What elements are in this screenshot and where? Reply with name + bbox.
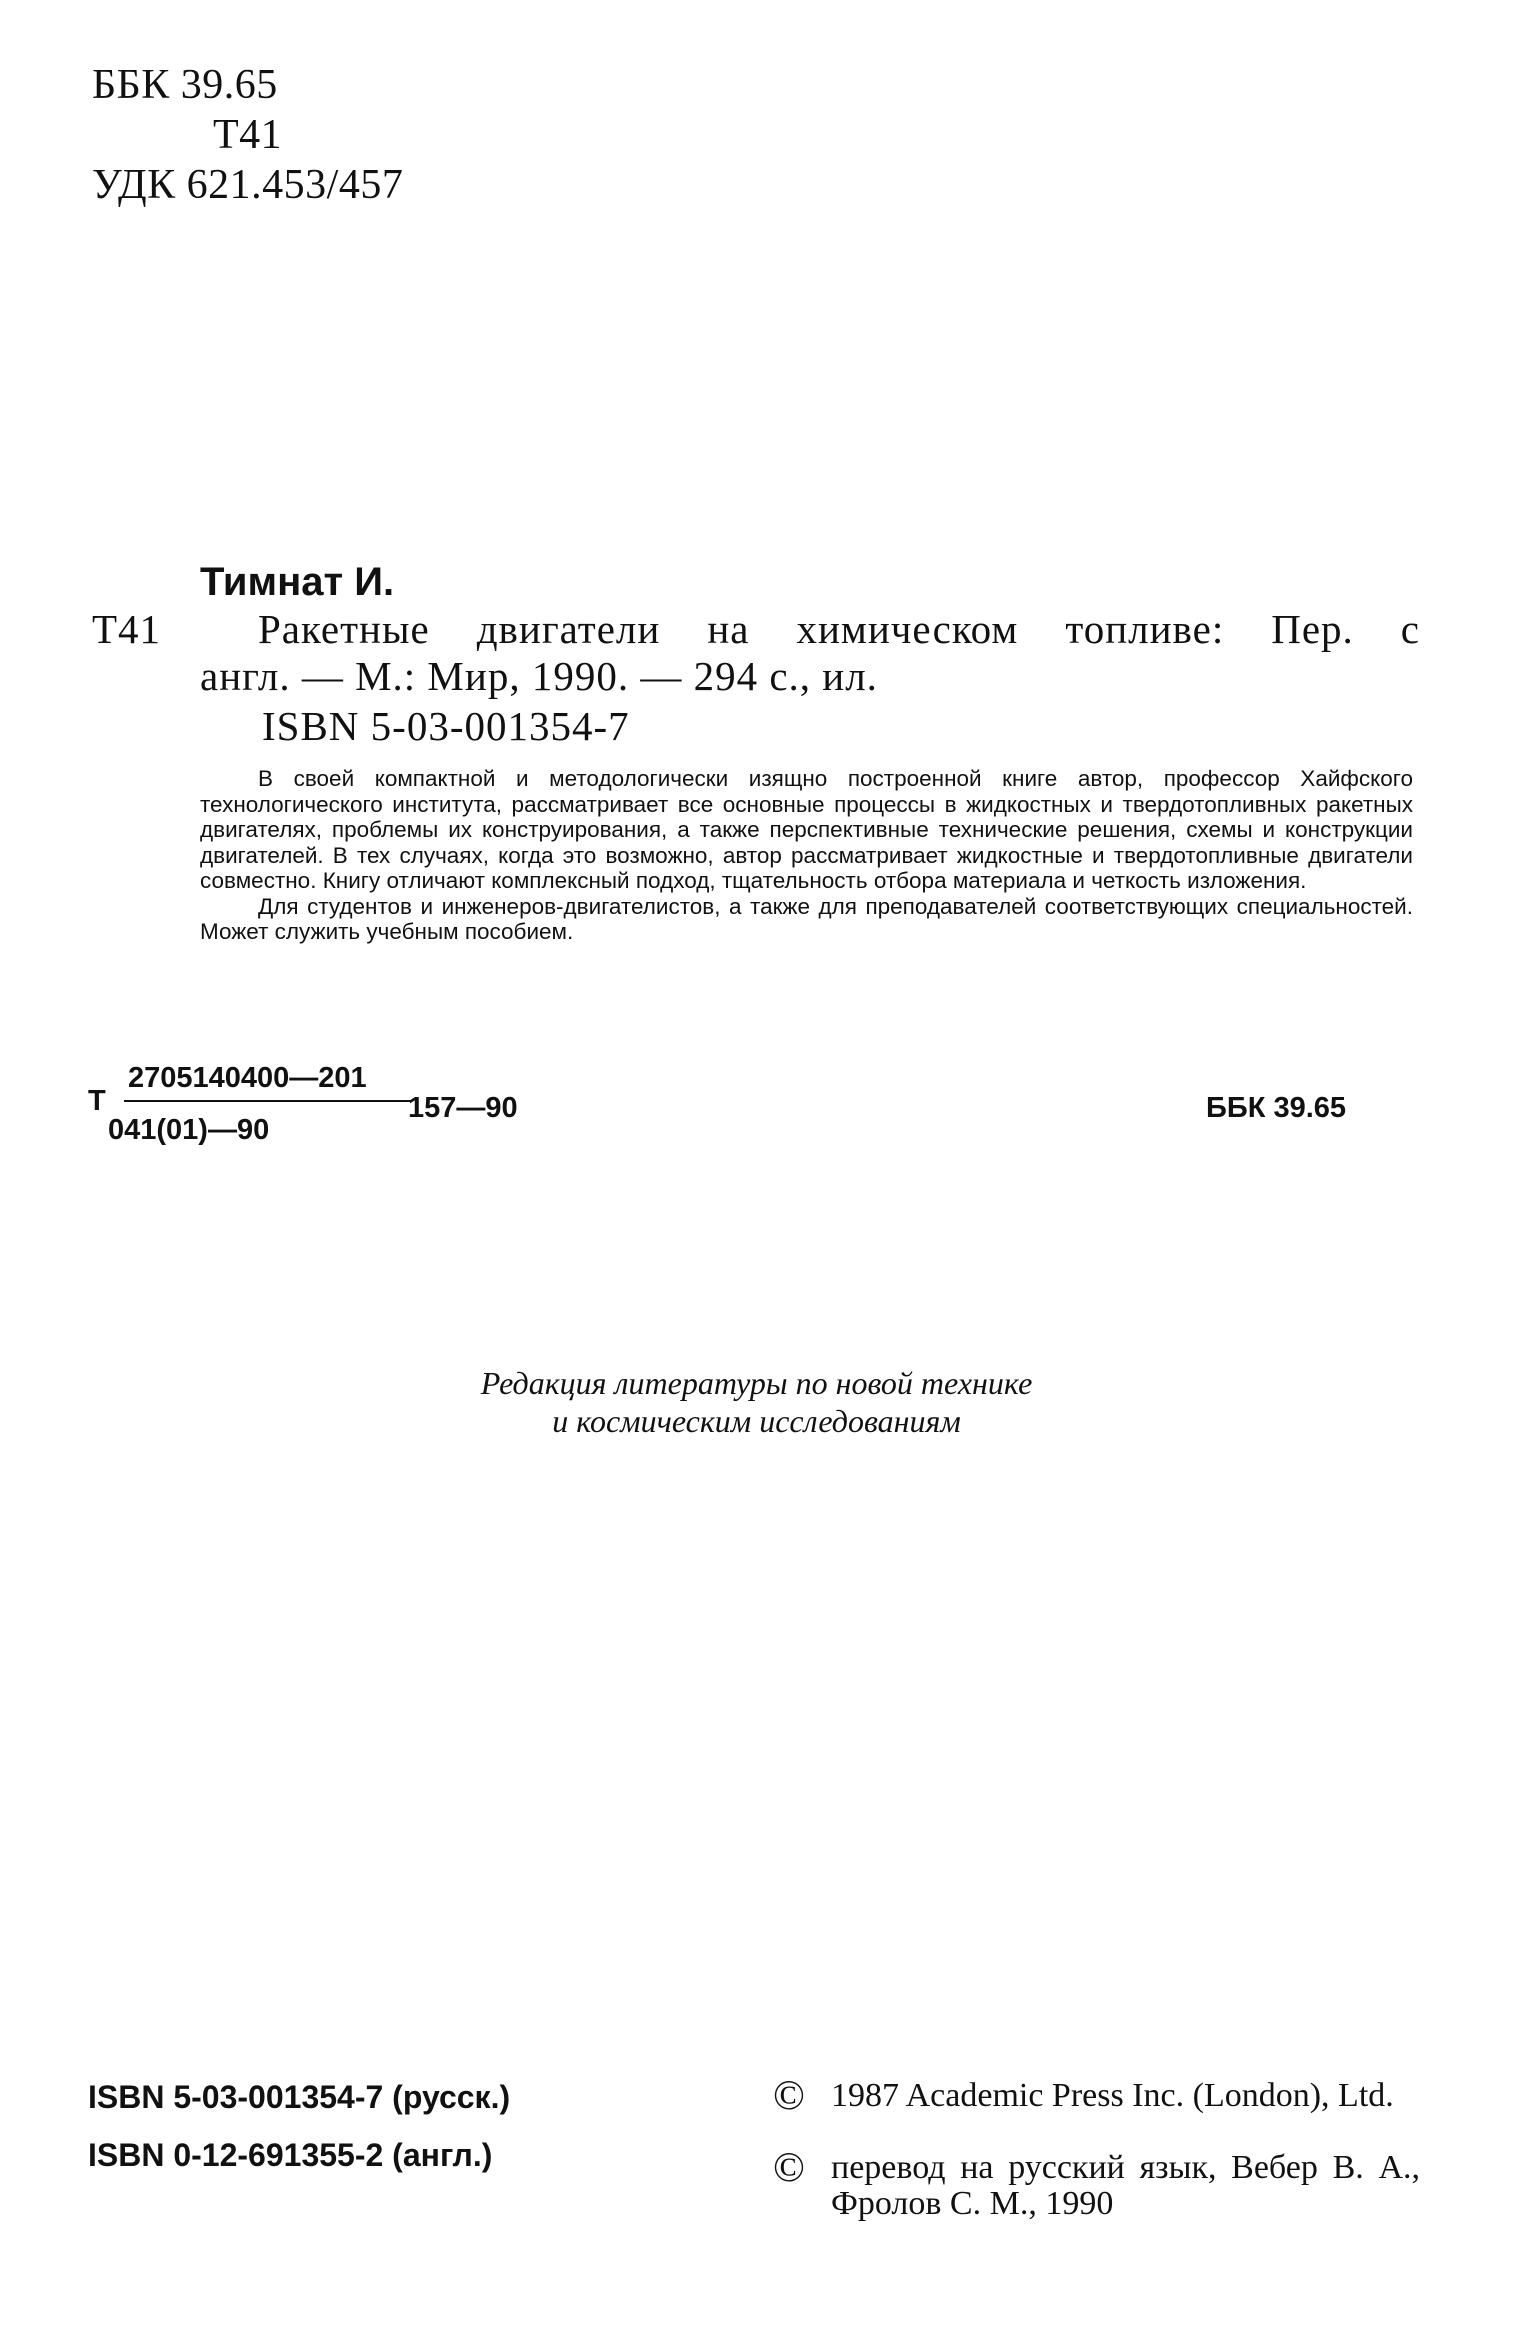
isbn-english: ISBN 0-12-691355-2 (англ.) [88,2137,493,2173]
code-letter: Т [88,1085,106,1117]
udk-classification: УДК 621.453/457 [92,162,404,208]
copyright-icon: © [773,2145,805,2191]
code-numerator: 2705140400—201 [128,1062,367,1094]
copyright-icon: © [773,2073,805,2119]
book-title-line-1: Ракетные двигатели на химическом топливе: Пер. с [258,606,1420,652]
editorial-line-2: и космическим исследованиям [552,1403,961,1439]
isbn-russian: ISBN 5-03-001354-7 (русск.) [88,2079,511,2115]
editorial-office [300,1364,1213,1440]
copyright-translation [773,2145,1420,2222]
annotation-paragraph-1: В своей компактной и методологически изящно построенной книге автор, профессор Хайфского технологического института, рассматривает все основные процессы в жидкостных и твердотопливных ракетных двигателях, проблемы их конструирования, а также перспективные технические решения, схемы и конструкции двигателей. В тех случаях, когда это возможно, автор рассматривает жидкостные и твердотопливные двигатели совместно. Книгу отличают комплексный подход, тщательность отбора материала и четкость изложения. [200,766,1413,893]
code-suffix: 157—90 [408,1092,518,1124]
book-title-line-2: англ. — М.: Мир, 1990. — 294 с., ил. [200,653,878,699]
author-name: Тимнат И. [200,560,395,604]
bbk-code: ББК 39.65 [1206,1092,1347,1124]
editorial-line-1: Редакция литературы по новой технике [480,1365,1033,1401]
bbk-classification: ББК 39.65 [92,62,278,108]
code-denominator: 041(01)—90 [108,1114,270,1146]
fraction-line [124,1100,412,1102]
copyright-original-text: 1987 Academic Press Inc. (London), Ltd. [831,2077,1394,2114]
annotation [200,766,1413,945]
copyright-original [773,2073,1420,2119]
copyright-translation-text: перевод на русский язык, Вебер В. А., Фролов С. М., 1990 [831,2149,1420,2222]
author-mark-top: Т41 [213,112,283,158]
isbn-main: ISBN 5-03-001354-7 [262,703,630,749]
annotation-paragraph-2: Для студентов и инженеров-двигателистов, а также для преподавателей соответствующих специальностей. Может служить учебным пособием. [200,893,1413,944]
author-mark: Т41 [92,606,162,652]
